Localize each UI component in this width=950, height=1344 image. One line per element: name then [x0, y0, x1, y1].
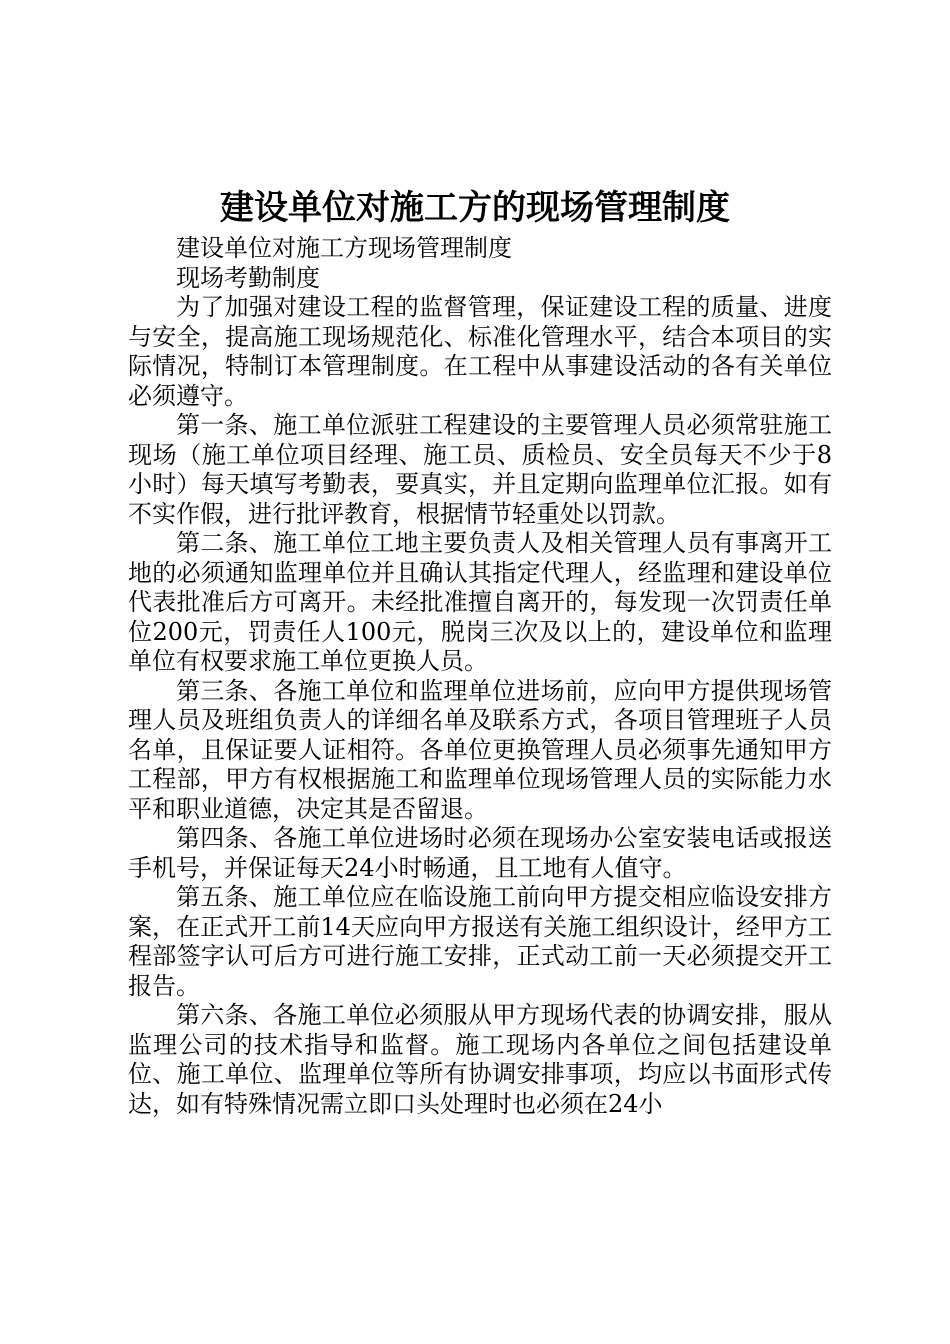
document-body — [128, 234, 832, 1119]
article-1-paragraph: 第一条、施工单位派驻工程建设的主要管理人员必须常驻施工现场（施工单位项目经理、施工员、质检员、安全员每天不少于8小时）每天填写考勤表，要真实，并且定期向监理单位汇报。如有不实作假，进行批评教育，根据情节轻重处以罚款。 — [128, 411, 832, 528]
intro-paragraph: 为了加强对建设工程的监督管理，保证建设工程的质量、进度与安全，提高施工现场规范化、标准化管理水平，结合本项目的实际情况，特制订本管理制度。在工程中从事建设活动的各有关单位必须遵守。 — [128, 293, 832, 410]
section-heading-paragraph: 现场考勤制度 — [176, 263, 320, 292]
article-4-paragraph: 第四条、各施工单位进场时必须在现场办公室安装电话或报送手机号，并保证每天24小时畅通，且工地有人值守。 — [128, 824, 832, 882]
article-5-paragraph: 第五条、施工单位应在临设施工前向甲方提交相应临设安排方案，在正式开工前14天应向甲方报送有关施工组织设计，经甲方工程部签字认可后方可进行施工安排，正式动工前一天必须提交开工报告。 — [128, 883, 832, 1000]
subtitle-paragraph: 建设单位对施工方现场管理制度 — [176, 234, 512, 262]
article-2-paragraph: 第二条、施工单位工地主要负责人及相关管理人员有事离开工地的必须通知监理单位并且确认其指定代理人，经监理和建设单位代表批准后方可离开。未经批准擅自离开的，每发现一次罚责任单位200元，罚责任人100元，脱岗三次及以上的，建设单位和监理单位有权要求施工单位更换人员。 — [128, 529, 832, 675]
document-title: 建设单位对施工方的现场管理制度 — [220, 188, 730, 228]
article-6-paragraph: 第六条、各施工单位必须服从甲方现场代表的协调安排，服从监理公司的技术指导和监督。施工现场内各单位之间包括建设单位、施工单位、监理单位等所有协调安排事项，均应以书面形式传达，如有特殊情况需立即口头处理时也必须在24小 — [128, 1001, 832, 1118]
article-3-paragraph: 第三条、各施工单位和监理单位进场前，应向甲方提供现场管理人员及班组负责人的详细名单及联系方式，各项目管理班子人员名单，且保证要人证相符。各单位更换管理人员必须事先通知甲方工程部，甲方有权根据施工和监理单位现场管理人员的实际能力水平和职业道德，决定其是否留退。 — [128, 676, 832, 823]
